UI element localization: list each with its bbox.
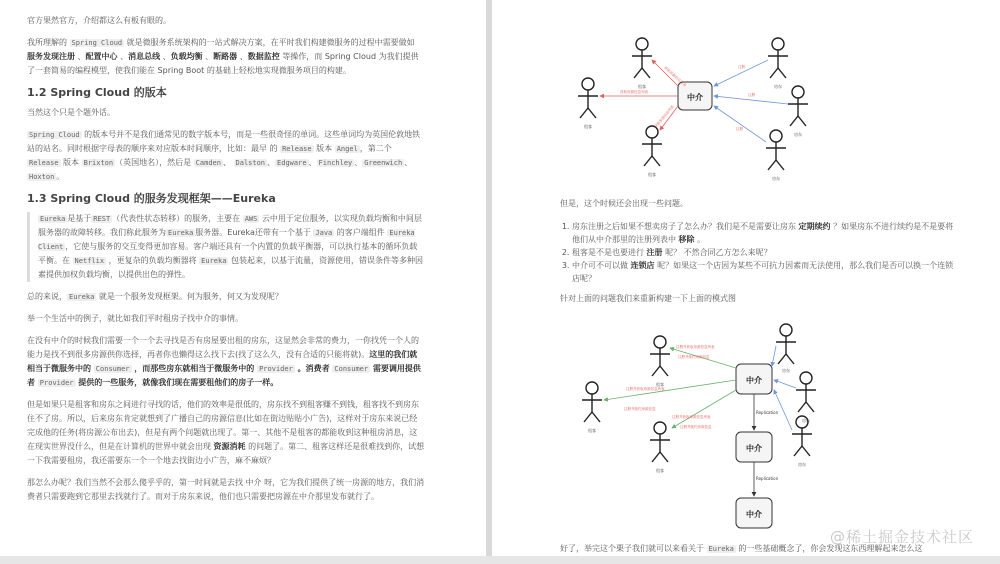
problem-item-1: 1. 房东注册之后如果不想卖房子了怎么办？我们是不是需要让房东 定期续约 ？如果房东不进行续约是不是要将他们从中介那里的注册列表中 移除 。 (572, 220, 960, 246)
paragraph-rebuild: 针对上面的问题我们来重新构建一下上面的模式图 (560, 294, 736, 303)
agent-node-secondary (736, 432, 772, 462)
arrow-tenant-b (604, 380, 736, 400)
landlord-person-2 (788, 86, 808, 126)
svg-text:中介: 中介 (746, 376, 762, 385)
paragraph-no-agent: 在没有中介的时候我们需要一个一个去寻找是否有房屋要出租的房东，这显然会非常的费力，一你找凭一个人的能力是找不到很多房源供你选择，再者你也懒得这么找下去(找了这么久，没有合适的只能将就)。这里的我们就相当于微服务中的 Consumer ，而那些房东就相当于微服务中的 Provider 。消费者 Consumer 需要调用提供者 Provider 提供的一些服务，就像我们现在需要租他们的房子一样。 (27, 336, 421, 387)
paragraph-intro: 官方果然官方，介绍都这么有板有眼的。 (27, 16, 171, 25)
tenant-label-2: 租客 (584, 124, 592, 129)
paragraph-concluding: 好了，举完这个栗子我们就可以来看关于 Eureka 的一些基础概念了，你会发现这东西理解起来怎么这 (560, 544, 923, 553)
arrow-label-landlord-2: 注册 (748, 93, 755, 97)
arrow-landlord-2 (714, 96, 788, 104)
replication-label-1: Replication (756, 410, 779, 415)
svg-text:中介: 中介 (687, 93, 703, 102)
left-page (0, 0, 486, 556)
arrow-landlord-a (772, 346, 776, 366)
svg-text:中介: 中介 (746, 510, 762, 519)
arrow-label-tenant-3: 获取房源信息列表 (653, 104, 675, 129)
arrow-label-tenant-2: 获取房源信息列表 (620, 90, 648, 94)
quote-eureka: Eureka 是基于 REST （代表性状态转移）的服务，主要在 AWS 云中用于定位服务，以实现负载均衡和中间层服务器的故障转移。我们称此服务为 Eureka 服务器。Eureka还带有一个基于 Java 的客户端组件 Eureka Client ，它使与服务的交互变得更加容易。客户端还具有一个内置的负载平衡器，可以执行基本的循环负载平衡。在 Netflix ，更复杂的负载均衡器将 Eureka 包装起来，以基于流量，资源使用，错误条件等多种因素提供加权负载均衡，以提供出色的弹性。 (27, 212, 425, 282)
landlord-person-1 (768, 38, 788, 78)
paragraph-aside: 当然这个只是个题外话。 (27, 108, 115, 117)
paragraph-problems-intro: 但是，这个时候还会出现一些问题。 (560, 199, 688, 208)
watermark-text: @稀土掘金技术社区 (830, 528, 975, 546)
landlord-label-2: 房东 (794, 132, 802, 137)
agent-node-primary (736, 364, 772, 394)
paragraph-example: 举一个生活中的例子，就比如我们平时租房子找中介的事情。 (27, 314, 243, 323)
arrow-label-tenant-c: 注册并获取房源信息列表 (672, 415, 711, 419)
horizontal-scrollbar[interactable] (0, 556, 1000, 564)
landlord-person-a (776, 324, 796, 364)
tenant-label-1: 租客 (638, 84, 646, 89)
right-page (492, 0, 1000, 556)
arrow-label-landlord-b: 注册并续约房源信息 (624, 407, 656, 411)
landlord-label-3: 房东 (772, 176, 780, 181)
paragraph-agent: 那怎么办呢？我们当然不会那么傻乎乎的，第一时间就是去找 中介 呀，它为我们提供了统一房源的地方，我们消费者只需要跑到它那里去找就行了。而对于房东来说，他们也只需要把房源在中介那里发布就行了。 (27, 478, 425, 501)
arrow-label-landlord-1: 注册 (738, 65, 745, 69)
paragraph-understanding: 我所理解的 Spring Cloud 就是微服务系统架构的一站式解决方案，在平时我们构建微服务的过程中需要做如 服务发现注册 、配置中心 、消息总线 、负载均衡 、断路器 、数据监控 等操作，而 Spring Cloud 为我们提供了一套简易的编程模型，使我们能在 Spring Boot 的基础上轻松地实现微服务项目的构建。 (27, 38, 419, 75)
tenant-person-1 (632, 38, 652, 78)
left-page-content (27, 14, 425, 512)
arrow-label-landlord-3: 注册 (736, 127, 743, 131)
agent-node-tertiary (736, 498, 772, 528)
tenant-person-c (650, 422, 670, 462)
arrow-landlord-b (774, 380, 796, 388)
arrow-tenant-c (672, 390, 736, 428)
landlord-label-c: 房东 (798, 462, 806, 467)
paragraph-problems: 但是如果只是租客和房东之间进行寻找的话，他们的效率是很低的，房东找不到租客赚不到钱，租客找不到房东住不了房。所以，后来房东肯定就想到了广播自己的房源信息(比如在街边贴贴小广告)，这样对于房东来说已经完成他的任务(将房源公布出去)，但是有两个问题就出现了。第一、其他不是租客的都能收到这种租房消息，这在现实世界没什么，但是在计算机的世界中就会出现 资源消耗 的问题了。第二、租客这样还是很难找到你，试想一下我需要租房，我还需要东一个一个地去找街边小广告，麻不麻烦？ (27, 400, 425, 465)
problem-list (560, 220, 960, 285)
arrow-label-landlord-a: 注册并续约房源信息 (678, 355, 710, 359)
problem-item-2: 2. 租客是不是也要进行 注册 呢？ 不然合同乙方怎么来呢？ (572, 246, 960, 259)
paragraph-version: Spring Cloud 的版本号并不是我们通常见的数字版本号，而是一些很奇怪的单词。这些单词均为英国伦敦地铁站的站名。同时根据字母表的顺序来对应版本时间顺序，比如：最早 的 Release 版本 Angel ，第二个 Release 版本 Brixton （英国地名），然后是 Camden 、 Dalston 、 Edgware 、 Finchley 、 Greenwich 、Hoxton 。 (27, 130, 421, 181)
svg-text:中介: 中介 (746, 444, 762, 453)
tenant-person-3 (642, 126, 662, 166)
arrow-label-landlord-c: 注册并续约房源信息 (680, 425, 712, 429)
arrow-label-tenant-b: 注册并获取房源信息列表 (626, 387, 665, 391)
tenant-label-c: 租客 (656, 468, 664, 473)
landlord-label-1: 房东 (774, 84, 782, 89)
arrow-label-tenant-a: 注册并获取房源信息列表 (676, 345, 715, 349)
tenant-person-2 (578, 78, 598, 118)
tenant-person-b (582, 382, 602, 422)
diagram-agent-cluster (560, 318, 820, 534)
tenant-label-3: 租客 (648, 172, 656, 177)
landlord-label-b: 房东 (802, 418, 810, 423)
tenant-label-a: 租客 (656, 382, 664, 387)
landlord-person-3 (766, 130, 786, 170)
arrow-landlord-1 (714, 60, 768, 86)
replication-label-2: Replication (756, 476, 779, 481)
diagram-agent-basic (560, 30, 820, 190)
heading-version: 1.2 Spring Cloud 的版本 (27, 86, 167, 99)
arrow-label-tenant-1: 获取房源信息列表 (663, 65, 687, 88)
arrow-landlord-3 (714, 106, 766, 142)
landlord-label-a: 房东 (782, 368, 790, 373)
tenant-person-a (650, 336, 670, 376)
heading-eureka: 1.3 Spring Cloud 的服务发现框架——Eureka (27, 192, 276, 205)
tenant-label-b: 租客 (588, 428, 596, 433)
landlord-person-b (796, 372, 816, 412)
problem-item-3: 3. 中介可不可以做 连锁店 呢？如果这一个店因为某些不可抗力因素而无法使用，那么我们是否可以换一个连锁店呢？ (572, 259, 960, 285)
paragraph-summary: 总的来说， Eureka 就是一个服务发现框架。何为服务，何又为发现呢？ (27, 292, 283, 301)
